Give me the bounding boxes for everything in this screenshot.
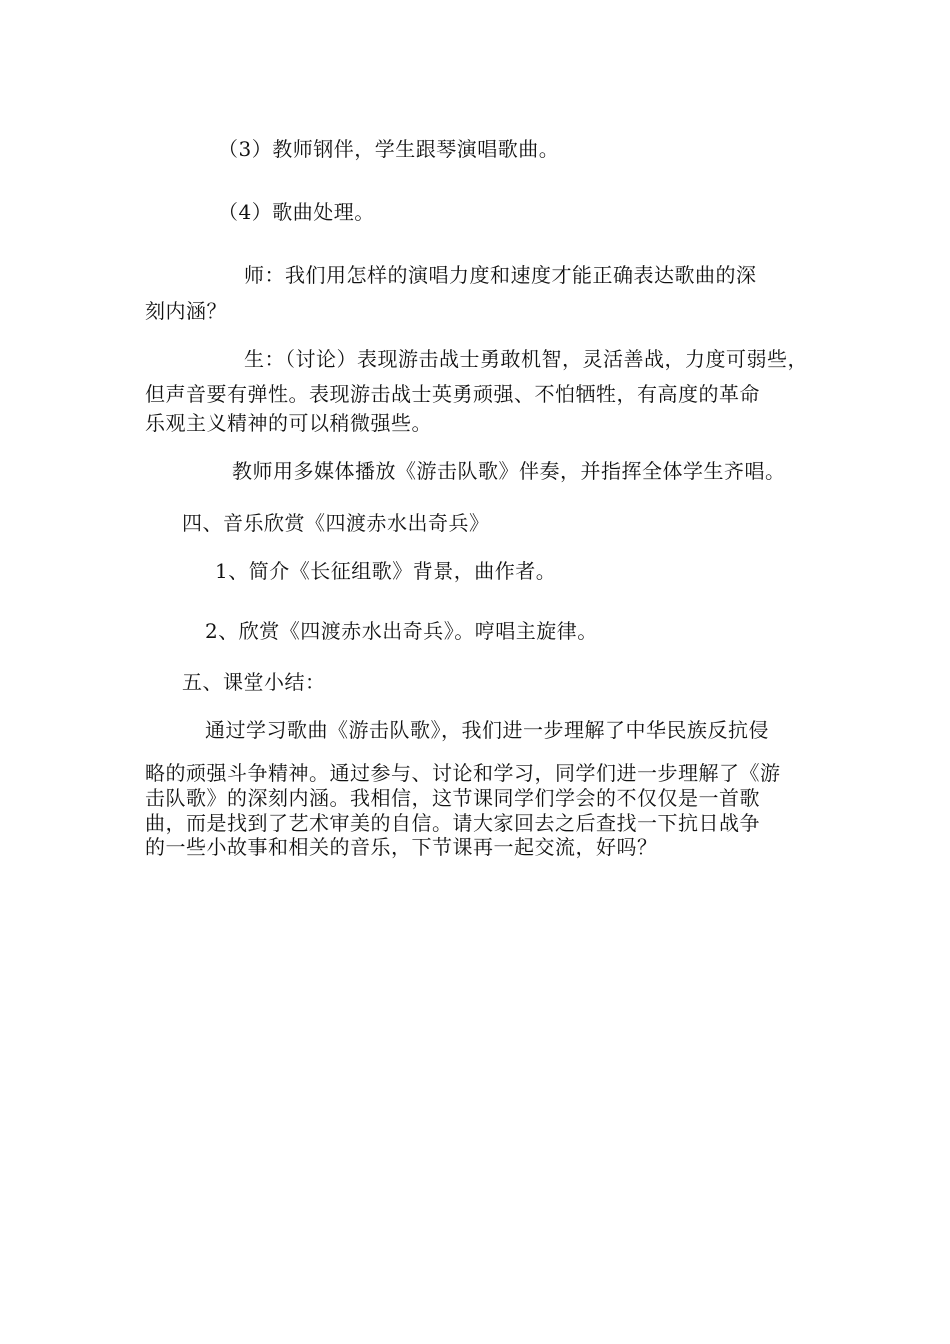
student-answer-line-2: 但声音要有弹性。表现游击战士英勇顽强、不怕牺牲，有高度的革命 [145,382,760,406]
item-2-text: 2、欣赏《四渡赤水出奇兵》。哼唱主旋律。 [205,619,598,643]
step-3-text: （3）教师钢伴，学生跟琴演唱歌曲。 [218,137,560,161]
teacher-question-line-1: 师：我们用怎样的演唱力度和速度才能正确表达歌曲的深 [244,263,757,287]
student-answer-line-1: 生：（讨论）表现游击战士勇敢机智，灵活善战，力度可弱些， [244,347,808,371]
summary-line-1: 通过学习歌曲《游击队歌》，我们进一步理解了中华民族反抗侵 [205,718,769,742]
teacher-play-text: 教师用多媒体播放《游击队歌》伴奏，并指挥全体学生齐唱。 [232,459,786,483]
section-5-title: 五、课堂小结： [182,670,326,694]
step-4-text: （4）歌曲处理。 [218,200,375,224]
summary-line-5: 的一些小故事和相关的音乐，下节课再一起交流，好吗？ [145,835,658,859]
summary-line-2: 略的顽强斗争精神。通过参与、讨论和学习，同学们进一步理解了《游 [145,761,781,785]
item-1-text: 1、简介《长征组歌》背景，曲作者。 [215,559,557,583]
teacher-question-line-2: 刻内涵？ [145,299,227,323]
student-answer-line-3: 乐观主义精神的可以稍微强些。 [145,411,432,435]
section-4-title: 四、音乐欣赏《四渡赤水出奇兵》 [182,511,490,535]
summary-line-3: 击队歌》的深刻内涵。我相信，这节课同学们学会的不仅仅是一首歌 [145,786,760,810]
summary-line-4: 曲，而是找到了艺术审美的自信。请大家回去之后查找一下抗日战争 [145,811,760,835]
